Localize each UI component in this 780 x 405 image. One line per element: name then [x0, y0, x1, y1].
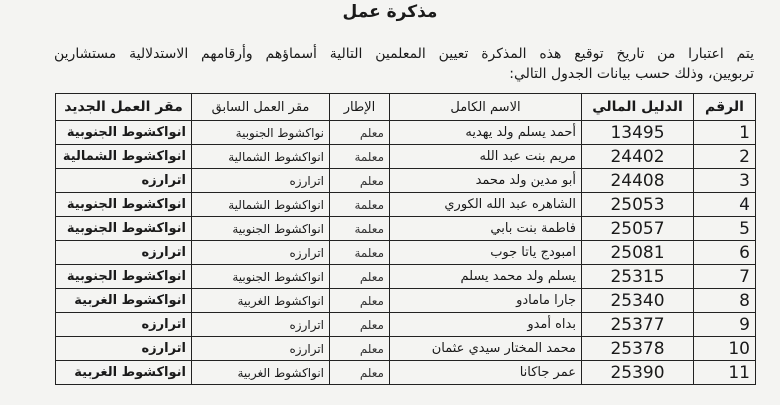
full-name-cell: يسلم ولد محمد يسلم — [390, 265, 582, 289]
full-name-cell: عمر جاكانا — [390, 361, 582, 385]
full-name-cell: فاطمة بنت بابي — [390, 217, 582, 241]
financial-id-cell: 25057 — [582, 217, 694, 241]
previous-workplace-cell: اترارزه — [192, 337, 330, 361]
header-new-workplace: مقر العمل الجديد — [56, 94, 192, 121]
financial-id-cell: 25377 — [582, 313, 694, 337]
header-full-name: الاسم الكامل — [390, 94, 582, 121]
full-name-cell: محمد المختار سيدي عثمان — [390, 337, 582, 361]
role-cell: معلم — [330, 265, 390, 289]
table-row — [56, 313, 756, 337]
full-name-cell: مريم بنت عبد الله — [390, 145, 582, 169]
row-number-cell: 9 — [694, 313, 756, 337]
previous-workplace-cell: انواكشوط الشمالية — [192, 193, 330, 217]
role-cell: معلمة — [330, 193, 390, 217]
new-workplace-cell: اترارزه — [56, 169, 192, 193]
previous-workplace-cell: نواكشوط الجنوبية — [192, 121, 330, 145]
role-cell: معلم — [330, 169, 390, 193]
financial-id-cell: 25315 — [582, 265, 694, 289]
role-cell: معلمة — [330, 241, 390, 265]
previous-workplace-cell: اترارزه — [192, 169, 330, 193]
new-workplace-cell: اترارزه — [56, 313, 192, 337]
full-name-cell: بداه أمدو — [390, 313, 582, 337]
row-number-cell: 3 — [694, 169, 756, 193]
previous-workplace-cell: اترارزه — [192, 241, 330, 265]
full-name-cell: أحمد يسلم ولد يهديه — [390, 121, 582, 145]
table-row — [56, 241, 756, 265]
financial-id-cell: 25390 — [582, 361, 694, 385]
role-cell: معلم — [330, 361, 390, 385]
table-row — [56, 337, 756, 361]
new-workplace-cell: انواكشوط الشمالية — [56, 145, 192, 169]
intro-paragraph — [54, 44, 754, 84]
header-previous-workplace: مقر العمل السابق — [192, 94, 330, 121]
row-number-cell: 11 — [694, 361, 756, 385]
row-number-cell: 6 — [694, 241, 756, 265]
financial-id-cell: 25378 — [582, 337, 694, 361]
full-name-cell: أبو مدين ولد محمد — [390, 169, 582, 193]
role-cell: معلمة — [330, 217, 390, 241]
new-workplace-cell: انواكشوط الجنوبية — [56, 121, 192, 145]
full-name-cell: امبودج ياتا جوب — [390, 241, 582, 265]
previous-workplace-cell: انواكشوط الجنوبية — [192, 265, 330, 289]
role-cell: معلم — [330, 337, 390, 361]
header-financial-id: الدليل المالي — [582, 94, 694, 121]
new-workplace-cell: انواكشوط الجنوبية — [56, 193, 192, 217]
full-name-cell: الشاهره عبد الله الكوري — [390, 193, 582, 217]
previous-workplace-cell: انواكشوط الشمالية — [192, 145, 330, 169]
header-role: الإطار — [330, 94, 390, 121]
table-row — [56, 217, 756, 241]
new-workplace-cell: انواكشوط الغربية — [56, 289, 192, 313]
new-workplace-cell: انواكشوط الغربية — [56, 361, 192, 385]
financial-id-cell: 25340 — [582, 289, 694, 313]
row-number-cell: 5 — [694, 217, 756, 241]
teachers-table — [55, 93, 756, 385]
intro-line-1: يتم اعتبارا من تاريخ توقيع هذه المذكرة تعيين المعلمين التالية أسماؤهم وأرقامهم الاستدلالية مستشارين — [54, 46, 754, 62]
previous-workplace-cell: اترارزه — [192, 313, 330, 337]
financial-id-cell: 24402 — [582, 145, 694, 169]
financial-id-cell: 13495 — [582, 121, 694, 145]
table-row — [56, 121, 756, 145]
table-body — [56, 121, 756, 385]
table-row — [56, 289, 756, 313]
role-cell: معلم — [330, 289, 390, 313]
document-title: مذكرة عمل — [342, 2, 438, 22]
role-cell: معلم — [330, 313, 390, 337]
full-name-cell: جارا مامادو — [390, 289, 582, 313]
table-row — [56, 169, 756, 193]
role-cell: معلم — [330, 121, 390, 145]
previous-workplace-cell: انواكشوط الغربية — [192, 289, 330, 313]
table-row — [56, 145, 756, 169]
table-row — [56, 361, 756, 385]
row-number-cell: 4 — [694, 193, 756, 217]
financial-id-cell: 25081 — [582, 241, 694, 265]
financial-id-cell: 25053 — [582, 193, 694, 217]
intro-line-2: تربويين، وذلك حسب بيانات الجدول التالي: — [509, 66, 754, 82]
table-row — [56, 193, 756, 217]
previous-workplace-cell: انواكشوط الغربية — [192, 361, 330, 385]
row-number-cell: 1 — [694, 121, 756, 145]
new-workplace-cell: اترارزه — [56, 337, 192, 361]
role-cell: معلمة — [330, 145, 390, 169]
table-row — [56, 265, 756, 289]
row-number-cell: 10 — [694, 337, 756, 361]
financial-id-cell: 24408 — [582, 169, 694, 193]
new-workplace-cell: انواكشوط الجنوبية — [56, 265, 192, 289]
new-workplace-cell: اترارزه — [56, 241, 192, 265]
row-number-cell: 7 — [694, 265, 756, 289]
table-header-row — [56, 94, 756, 121]
previous-workplace-cell: انواكشوط الجنوبية — [192, 217, 330, 241]
header-number: الرقم — [694, 94, 756, 121]
new-workplace-cell: انواكشوط الجنوبية — [56, 217, 192, 241]
row-number-cell: 2 — [694, 145, 756, 169]
row-number-cell: 8 — [694, 289, 756, 313]
